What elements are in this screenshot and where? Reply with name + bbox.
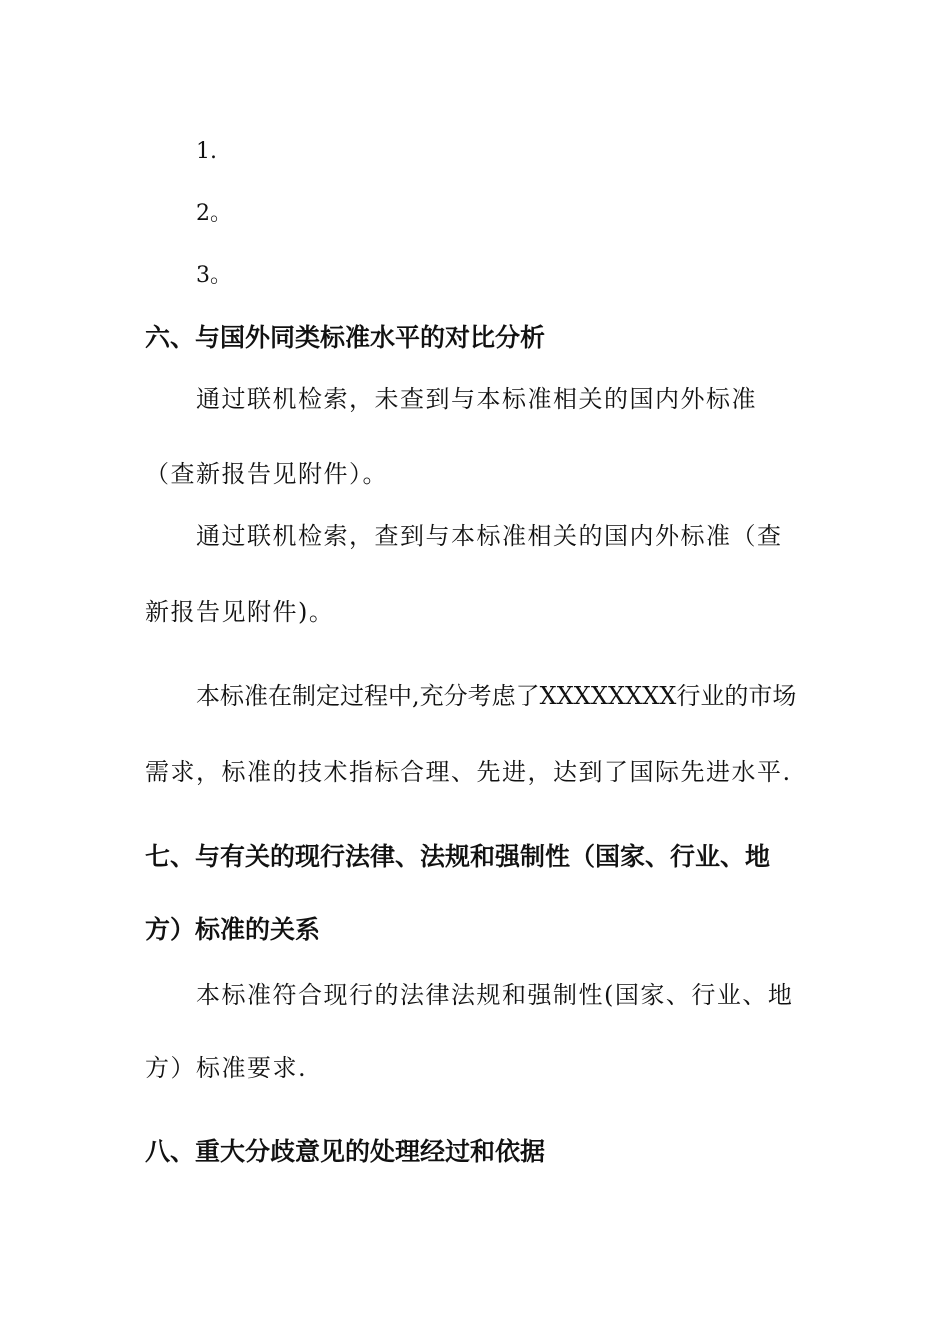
section-7-paragraph-1-line-1: 本标准符合现行的法律法规和强制性(国家、行业、地 <box>196 981 794 1009</box>
section-8-heading: 八、重大分歧意见的处理经过和依据 <box>145 1137 546 1166</box>
section-6-paragraph-2-line-2: 新报告见附件)。 <box>145 598 335 626</box>
section-6-heading: 六、与国外同类标准水平的对比分析 <box>145 323 546 352</box>
section-6-paragraph-3-line-2: 需求，标准的技术指标合理、先进，达到了国际先进水平. <box>145 758 792 786</box>
list-item-3: 3。 <box>196 263 232 288</box>
section-7-heading-line-2: 方）标准的关系 <box>145 915 321 944</box>
section-7-paragraph-1-line-2: 方）标准要求. <box>145 1054 308 1082</box>
section-6-paragraph-3-line-1: 本标准在制定过程中,充分考虑了XXXXXXXX行业的市场 <box>196 682 797 710</box>
section-6-paragraph-1-line-1: 通过联机检索，未查到与本标准相关的国内外标准 <box>196 385 757 413</box>
section-7-heading-line-1: 七、与有关的现行法律、法规和强制性（国家、行业、地 <box>145 842 771 871</box>
list-item-1: 1. <box>196 139 217 164</box>
list-item-2: 2。 <box>196 201 232 226</box>
section-6-paragraph-2-line-1: 通过联机检索，查到与本标准相关的国内外标准（查 <box>196 522 783 550</box>
section-6-paragraph-1-line-2: （查新报告见附件）。 <box>145 460 388 488</box>
